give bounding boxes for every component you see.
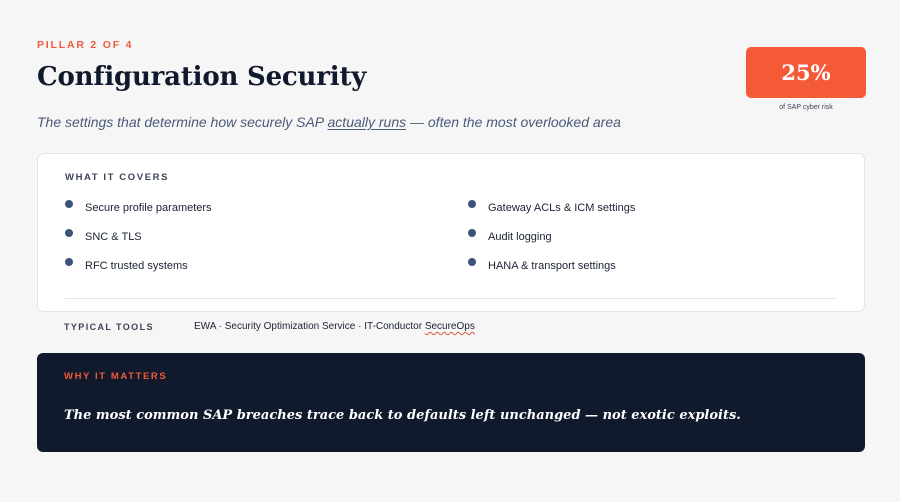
subtitle-text-start: The settings that determine how securely SAP xyxy=(37,114,328,130)
tools-label: TYPICAL TOOLS xyxy=(64,322,154,332)
list-item xyxy=(65,228,212,257)
list-item-label: Audit logging xyxy=(488,231,552,243)
risk-stat-badge: 25% xyxy=(746,47,866,98)
list-item xyxy=(468,228,635,257)
list-item-label: Secure profile parameters xyxy=(85,202,212,214)
tools-flagged-word: SecureOps xyxy=(424,321,475,332)
bullet-dot-icon xyxy=(468,258,476,266)
bullet-dot-icon xyxy=(468,229,476,237)
list-item xyxy=(468,257,635,286)
list-item-label: Gateway ACLs & ICM settings xyxy=(488,202,636,214)
matters-heading: WHY IT MATTERS xyxy=(64,371,168,382)
risk-stat-caption: of SAP cyber risk xyxy=(779,104,833,111)
page-subtitle xyxy=(37,114,621,130)
bullet-dot-icon xyxy=(65,229,73,237)
covers-list-left xyxy=(65,199,212,286)
list-item xyxy=(65,199,212,228)
list-item-label: RFC trusted systems xyxy=(85,260,188,272)
tools-value xyxy=(194,321,475,332)
pillar-eyebrow: PILLAR 2 OF 4 xyxy=(37,39,134,51)
covers-list-right xyxy=(468,199,635,286)
page-title: Configuration Security xyxy=(37,62,367,92)
subtitle-emphasis: actually runs xyxy=(327,114,407,130)
list-item-label: HANA & transport settings xyxy=(488,260,616,272)
list-item xyxy=(65,257,212,286)
card-divider xyxy=(65,298,837,299)
covers-heading: WHAT IT COVERS xyxy=(65,172,170,183)
tools-list-text: EWA · Security Optimization Service · IT-Conductor xyxy=(194,321,425,332)
matters-quote: The most common SAP breaches trace back to defaults left unchanged — not exotic exploits. xyxy=(64,408,741,423)
why-it-matters-panel xyxy=(37,353,865,452)
list-item xyxy=(468,199,635,228)
bullet-dot-icon xyxy=(65,258,73,266)
bullet-dot-icon xyxy=(65,200,73,208)
bullet-dot-icon xyxy=(468,200,476,208)
subtitle-text-end: — often the most overlooked area xyxy=(406,114,621,130)
list-item-label: SNC & TLS xyxy=(85,231,142,243)
covers-card xyxy=(37,153,865,312)
